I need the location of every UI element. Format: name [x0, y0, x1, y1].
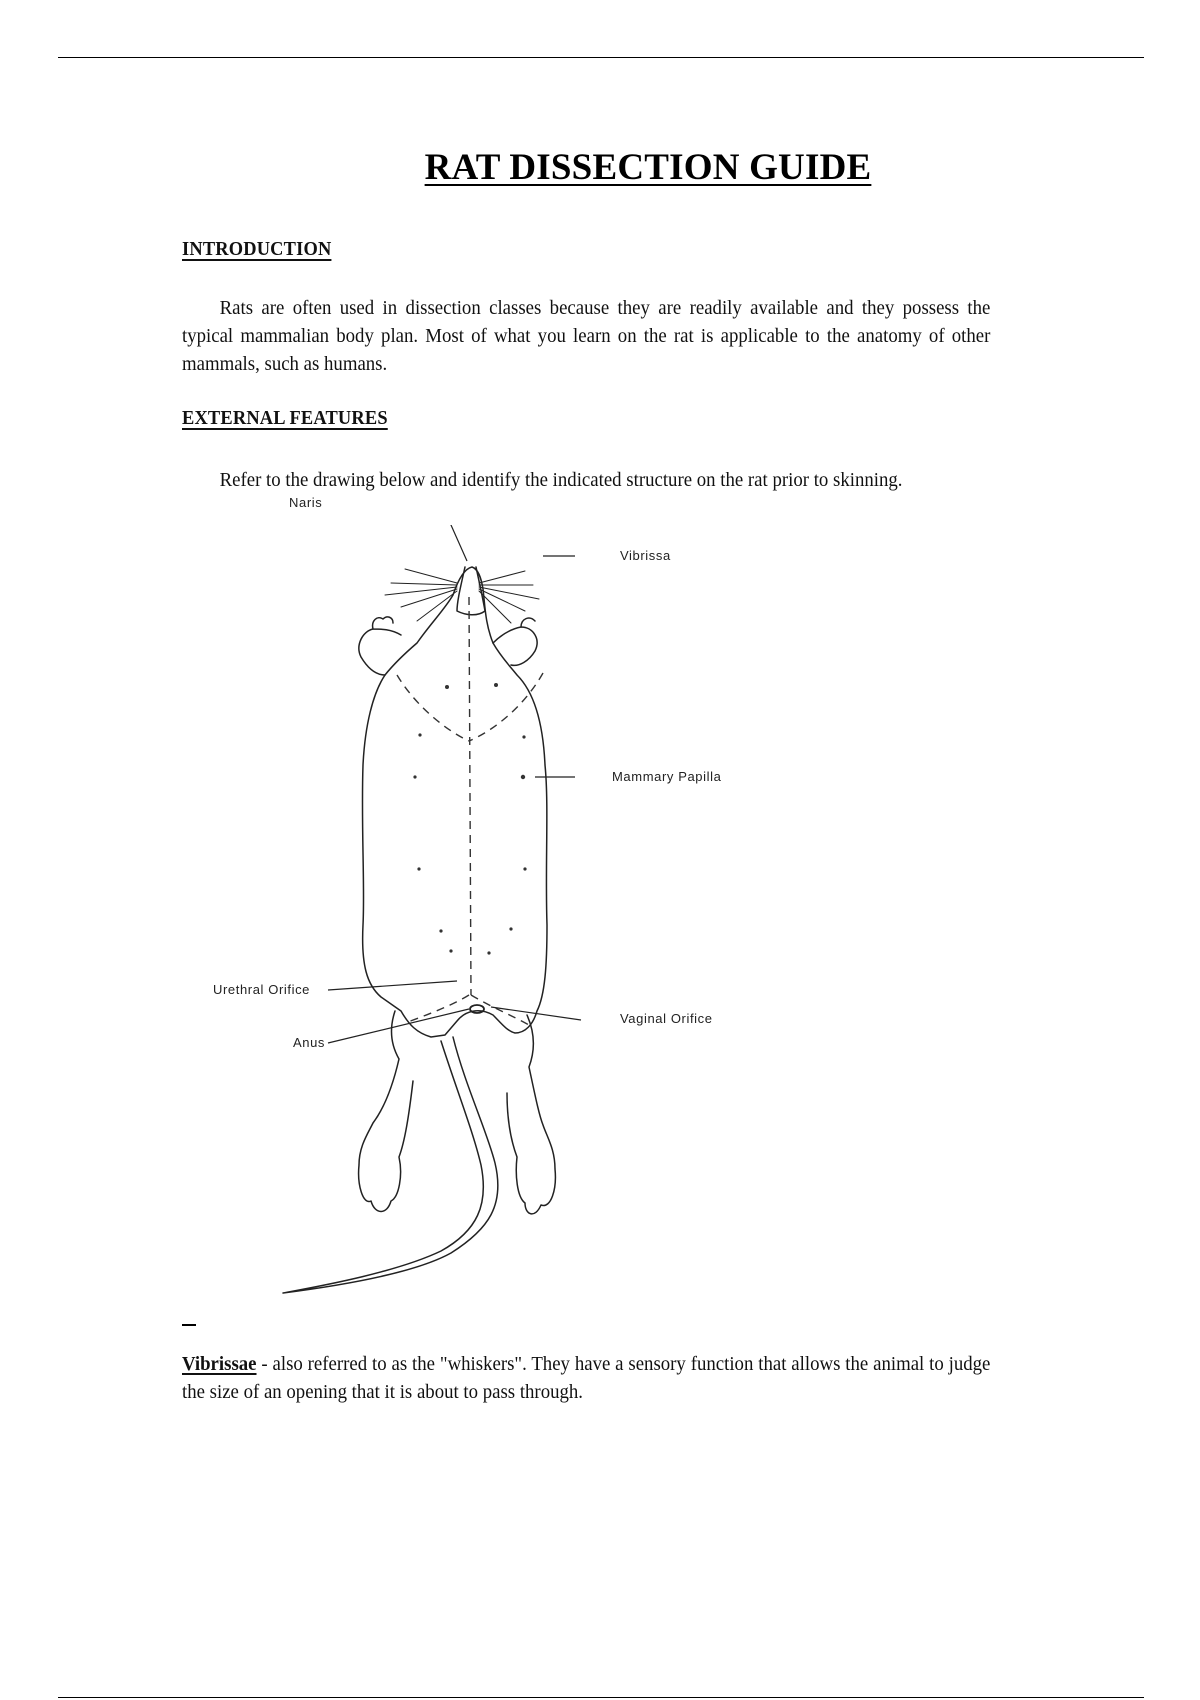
section-heading-introduction: INTRODUCTION [182, 238, 332, 260]
incision-line-right-arm [469, 673, 543, 741]
leader-vaginal-orifice [491, 1007, 581, 1020]
incision-line-right-leg [471, 995, 529, 1025]
introduction-paragraph: Rats are often used in dissection classes because they are readily available and they possess the typical mammalian body plan. Most of what you learn on the rat is applicable to the anatomy of other mammals, such as humans. [182, 297, 991, 375]
leader-urethral-orifice [328, 981, 457, 990]
external-features-paragraph: Refer to the drawing below and identify the indicated structure on the rat prior to skinning. [219, 469, 903, 491]
rat-right-hindlimb [507, 1015, 555, 1214]
label-anus: Anus [293, 1035, 326, 1050]
anus-mark [470, 1005, 484, 1013]
leader-naris-bend [443, 525, 467, 561]
bottom-rule [58, 1697, 1144, 1698]
rat-snout [457, 567, 485, 615]
label-vaginal-orifice: Vaginal Orifice [620, 1011, 713, 1026]
page-title: RAT DISSECTION GUIDE [424, 147, 872, 188]
label-urethral-orifice: Urethral Orifice [213, 982, 311, 997]
definition-vibrissae [182, 1350, 990, 1406]
label-mammary-papilla: Mammary Papilla [612, 769, 722, 784]
top-rule [58, 57, 1144, 58]
definition-text: - also referred to as the "whiskers". They have a sensory function that allows the animal to judge the size of an opening that it is about to pass through. [182, 1353, 991, 1403]
rat-left-hindlimb [359, 1011, 413, 1212]
rat-left-forelimb [359, 617, 401, 675]
separator-dash [182, 1324, 196, 1326]
rat-tail [283, 1037, 498, 1293]
rat-right-forelimb [493, 618, 537, 665]
rat-drawing [195, 525, 775, 1305]
rat-body-outline [362, 567, 547, 1037]
rat-ventral-diagram [195, 495, 775, 1305]
label-vibrissa: Vibrissa [620, 548, 671, 563]
definition-term: Vibrissae [182, 1353, 257, 1375]
label-naris: Naris [289, 495, 323, 510]
section-heading-external-features: EXTERNAL FEATURES [182, 407, 388, 429]
leader-anus [328, 1009, 469, 1043]
incision-line-midline [469, 597, 471, 995]
incision-line-left-arm [397, 675, 469, 741]
